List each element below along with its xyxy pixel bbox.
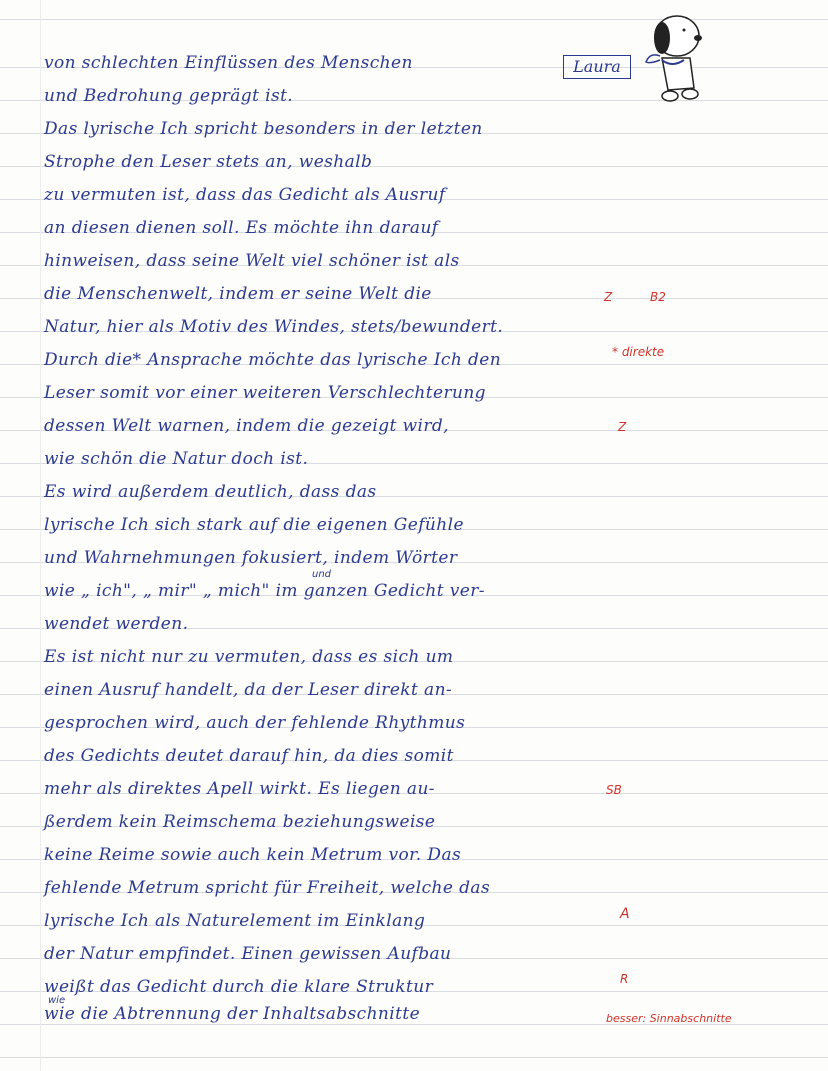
text-line-5: zu vermuten ist, dass das Gedicht als Ausruf [44, 185, 446, 205]
correction-direkte: * direkte [612, 345, 665, 359]
snoopy-doodle-icon [632, 8, 712, 108]
correction-besser: besser: Sinnabschnitte [606, 1012, 732, 1025]
correction-sb: SB [606, 783, 622, 797]
correction-b2: B2 [650, 290, 666, 304]
text-line-29: weißt das Gedicht durch die klare Struktur [44, 977, 434, 997]
text-line-18: wendet werden. [44, 614, 189, 634]
text-line-8: die Menschenwelt, indem er seine Welt die [44, 284, 432, 304]
text-line-1: von schlechten Einflüssen des Menschen [44, 53, 413, 73]
text-line-30: wie die Abtrennung der Inhaltsabschnitte [44, 1004, 421, 1024]
text-line-19: Es ist nicht nur zu vermuten, dass es sich um [44, 647, 454, 667]
text-line-16: und Wahrnehmungen fokusiert, indem Wörter [44, 548, 458, 568]
text-line-4: Strophe den Leser stets an, weshalb [44, 152, 373, 172]
text-line-28: der Natur empfindet. Einen gewissen Aufbau [44, 944, 452, 964]
text-line-3: Das lyrische Ich spricht besonders in der letzten [44, 119, 483, 139]
text-line-11: Leser somit vor einer weiteren Verschlechterung [44, 383, 486, 403]
correction-z1: Z [604, 290, 613, 304]
text-line-2: und Bedrohung geprägt ist. [44, 86, 294, 106]
text-line-21: gesprochen wird, auch der fehlende Rhythmus [44, 713, 466, 733]
name-tag: Laura [563, 55, 631, 79]
text-line-13: wie schön die Natur doch ist. [44, 449, 309, 469]
text-line-10: Durch die* Ansprache möchte das lyrische Ich den [44, 350, 502, 370]
correction-a: A [620, 906, 630, 922]
text-line-17: wie „ ich", „ mir" „ mich" im ganzen Gedicht ver- [44, 581, 485, 601]
text-line-25: keine Reime sowie auch kein Metrum vor. Das [44, 845, 462, 865]
text-line-23: mehr als direktes Apell wirkt. Es liegen au- [44, 779, 435, 799]
text-line-9: Natur, hier als Motiv des Windes, stets/bewundert. [44, 317, 504, 337]
text-line-14: Es wird außerdem deutlich, dass das [44, 482, 377, 502]
text-line-7: hinweisen, dass seine Welt viel schöner ist als [44, 251, 460, 271]
insert-und: und [312, 569, 332, 580]
text-line-26: fehlende Metrum spricht für Freiheit, welche das [44, 878, 491, 898]
insert-wie: wie [48, 995, 66, 1006]
text-line-24: ßerdem kein Reimschema beziehungsweise [44, 812, 436, 832]
text-line-15: lyrische Ich sich stark auf die eigenen Gefühle [44, 515, 464, 535]
margin-line [40, 0, 41, 1071]
correction-r: R [620, 972, 629, 986]
text-line-27: lyrische Ich als Naturelement im Einklang [44, 911, 426, 931]
text-line-22: des Gedichts deutet darauf hin, da dies somit [44, 746, 454, 766]
text-line-6: an diesen dienen soll. Es möchte ihn darauf [44, 218, 439, 238]
correction-z2: Z [618, 420, 627, 434]
text-line-12: dessen Welt warnen, indem die gezeigt wird, [44, 416, 449, 436]
text-line-20: einen Ausruf handelt, da der Leser direkt an- [44, 680, 453, 700]
